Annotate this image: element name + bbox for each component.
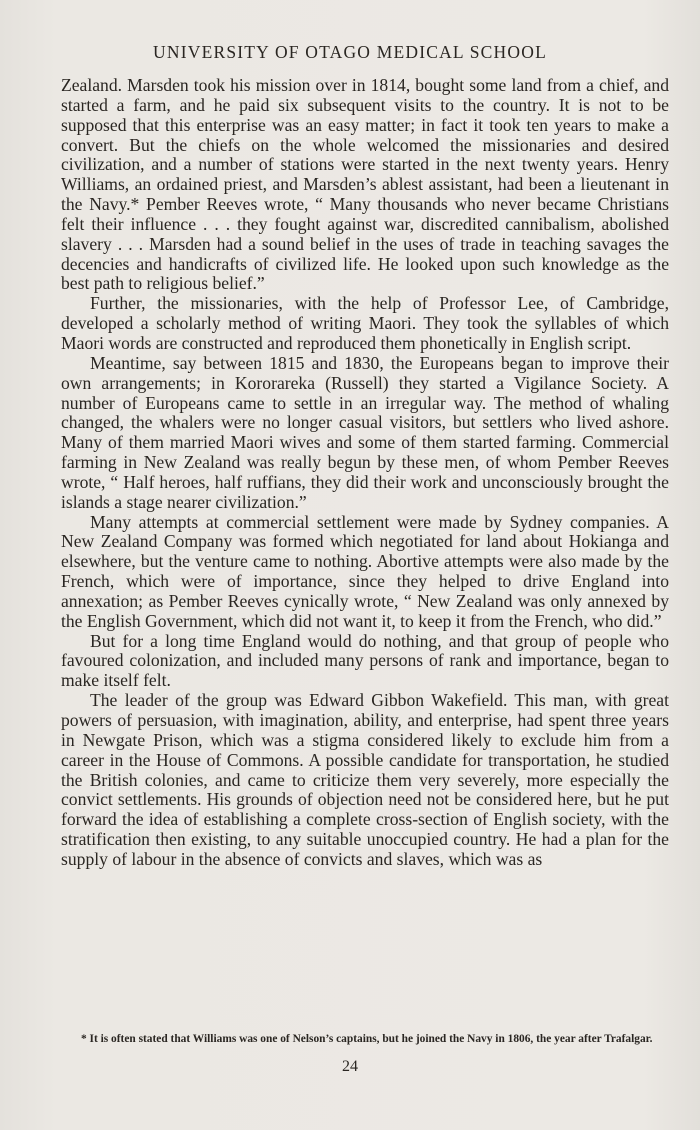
footnote: * It is often stated that Williams was one of Nelson’s captains, but he joined the Navy in 1806, the year after Trafalgar.: [81, 1033, 653, 1045]
paragraph-4: Many attempts at commercial settlement were made by Sydney companies. A New Zealand Company was formed which negotiated for land about Hokianga and elsewhere, but the venture came to nothing. Abortive attempts were also made by the French, which were of importance, since they helped to drive England into annexation; as Pember Reeves cynically wrote, “ New Zealand was only annexed by the English Government, which did not want it, to keep it from the French, who did.”: [61, 511, 669, 631]
body-text: [61, 76, 669, 870]
paragraph-1: Zealand. Marsden took his mission over in 1814, bought some land from a chief, and started a farm, and he paid six subsequent visits to the country. It is not to be supposed that this enterprise was an easy matter; in fact it took ten years to make a convert. But the chiefs on the whole welcomed the missionaries and desired civilization, and a number of stations were started in the next twenty years. Henry Williams, an ordained priest, and Marsden’s ablest assistant, had been a lieutenant in the Navy.* Pember Reeves wrote, “ Many thousands who never became Christians felt their influence . . . they fought against war, discredited cannibalism, abolished slavery . . . Marsden had a sound belief in the uses of trade in teaching savages the decencies and handicrafts of civilized life. He looked upon such knowledge as the best path to religious belief.”: [61, 75, 669, 294]
paragraph-2: Further, the missionaries, with the help of Professor Lee, of Cambridge, developed a scholarly method of writing Maori. They took the syllables of which Maori words are constructed and reproduced them phonetically in English script.: [61, 293, 669, 353]
running-head: UNIVERSITY OF OTAGO MEDICAL SCHOOL: [153, 42, 547, 62]
page-number: 24: [342, 1058, 358, 1075]
paragraph-3: Meantime, say between 1815 and 1830, the Europeans began to improve their own arrangements; in Kororareka (Russell) they started a Vigilance Society. A number of Europeans came to settle in an irregular way. The method of whaling changed, the whalers were no longer casual visitors, but settlers who lived ashore. Many of them married Maori wives and some of them started farming. Commercial farming in New Zealand was really begun by these men, of whom Pember Reeves wrote, “ Half heroes, half ruffians, they did their work and unconsciously brought the islands a stage nearer civilization.”: [61, 352, 669, 512]
paragraph-5: But for a long time England would do nothing, and that group of people who favoured colonization, and included many persons of rank and importance, began to make itself felt.: [61, 630, 669, 691]
paragraph-6: The leader of the group was Edward Gibbon Wakefield. This man, with great powers of persuasion, with imagination, ability, and enterprise, had spent three years in Newgate Prison, which was a stigma considered likely to exclude him from a career in the House of Commons. A possible candidate for transportation, he studied the British colonies, and came to criticize them very severely, more especially the convict settlements. His grounds of objection need not be considered here, but he put forward the idea of establishing a complete cross-section of English society, with the stratification then existing, to any suitable unoccupied country. He had a plan for the supply of labour in the absence of convicts and slaves, which was as: [61, 690, 669, 869]
